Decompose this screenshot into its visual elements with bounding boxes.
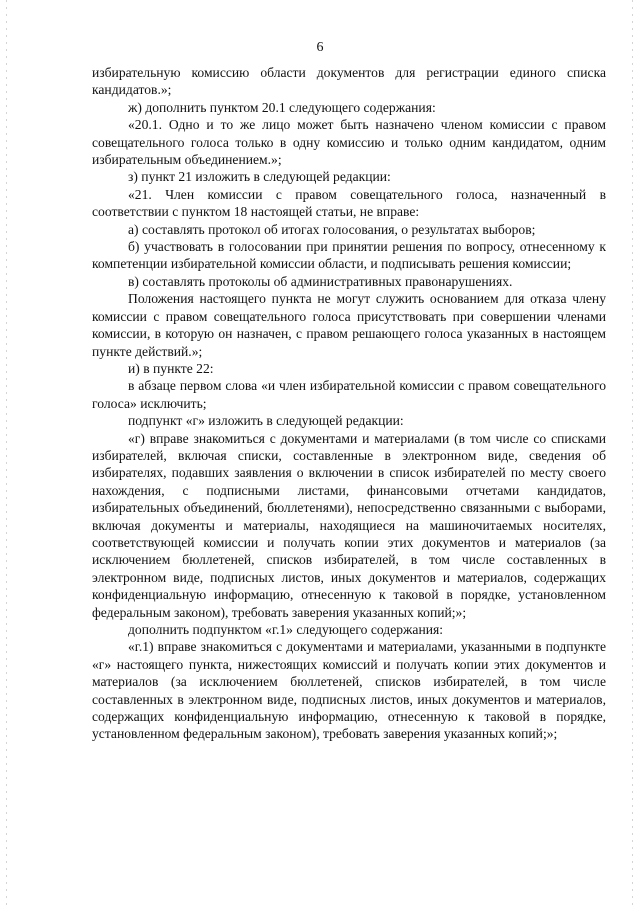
paragraph-clause-21: «21. Член комиссии с правом совещательного голоса, назначенный в соответствии с пунктом 18 настоящей статьи, не вправе: bbox=[92, 186, 606, 220]
paragraph-item-z: з) пункт 21 изложить в следующей редакции: bbox=[128, 169, 391, 185]
paragraph-subitem-v: в) составлять протоколы об административных правонарушениях. bbox=[128, 273, 513, 289]
paragraph-clause-20-1: «20.1. Одно и то же лицо может быть назначено членом комиссии с правом совещательного голоса только в одну комиссию и только одним кандидатом, одним избирательным объединением.»; bbox=[92, 117, 606, 168]
paragraph-subitem-a: а) составлять протокол об итогах голосования, о результатах выборов; bbox=[128, 221, 536, 237]
scan-edge-left bbox=[6, 0, 7, 905]
paragraph-provisions: Положения настоящего пункта не могут служить основанием для отказа члену комиссии с правом совещательного голоса присутствовать при совершении членами комиссии, в которую он назначен, с правом решающего голоса указанных в настоящем пункте действий.»; bbox=[92, 291, 606, 359]
paragraph-item-i: и) в пункте 22: bbox=[128, 360, 214, 376]
paragraph-subpoint-g: «г) вправе знакомиться с документами и материалами (в том числе со списками избирателей, включая списки, составленные в электронном виде, сведения об избирателях, подавших заявления о включении в список избирателей по месту своего нахождения, с подписными листами, финансовыми отчетами кандидатов, избирательных объединений, бюллетенями), непосредственно связанными с выборами, включая документы и материалы, находящиеся на машиночитаемых носителях, соответствующей комиссии и получать копии этих документов и материалов (за исключением бюллетеней, списков избирателей, в том числе составленных в электронном виде, подписных листов, иных документов и материалов, содержащих конфиденциальную информацию, отнесенную к таковой в порядке, установленном федеральным законом), требовать заверения указанных копий;»; bbox=[92, 430, 606, 620]
paragraph-first-abzac: в абзаце первом слова «и член избирательной комиссии с правом совещательного голоса» исключить; bbox=[92, 378, 606, 411]
paragraph-item-zh: ж) дополнить пунктом 20.1 следующего содержания: bbox=[128, 99, 436, 115]
paragraph-subpoint-g-intro: подпункт «г» изложить в следующей редакции: bbox=[128, 413, 404, 429]
paragraph-subpoint-g1-intro: дополнить подпунктом «г.1» следующего содержания: bbox=[128, 622, 444, 637]
paragraph-subpoint-g1: «г.1) вправе знакомиться с документами и материалами, указанными в подпункте «г» настоящего пункта, нижестоящих комиссий и получать копии этих документов и материалов (за исключением бюллетеней, списков избирателей, в том числе составленных в электронном виде, подписных листов, иных документов и материалов, содержащих конфиденциальную информацию, отнесенную к таковой в порядке, установленном федеральным законом), требовать заверения указанных копий;»; bbox=[92, 639, 606, 742]
page-number: 6 bbox=[316, 40, 324, 55]
document-body bbox=[92, 64, 606, 743]
scan-edge-right bbox=[632, 0, 633, 905]
paragraph-continuation: избирательную комиссию области документов для регистрации единого списка кандидатов.»; bbox=[92, 65, 606, 98]
paragraph-subitem-b: б) участвовать в голосовании при принятии решения по вопросу, отнесенному к компетенции избирательной комиссии области, и подписывать решения комиссии; bbox=[92, 239, 606, 272]
